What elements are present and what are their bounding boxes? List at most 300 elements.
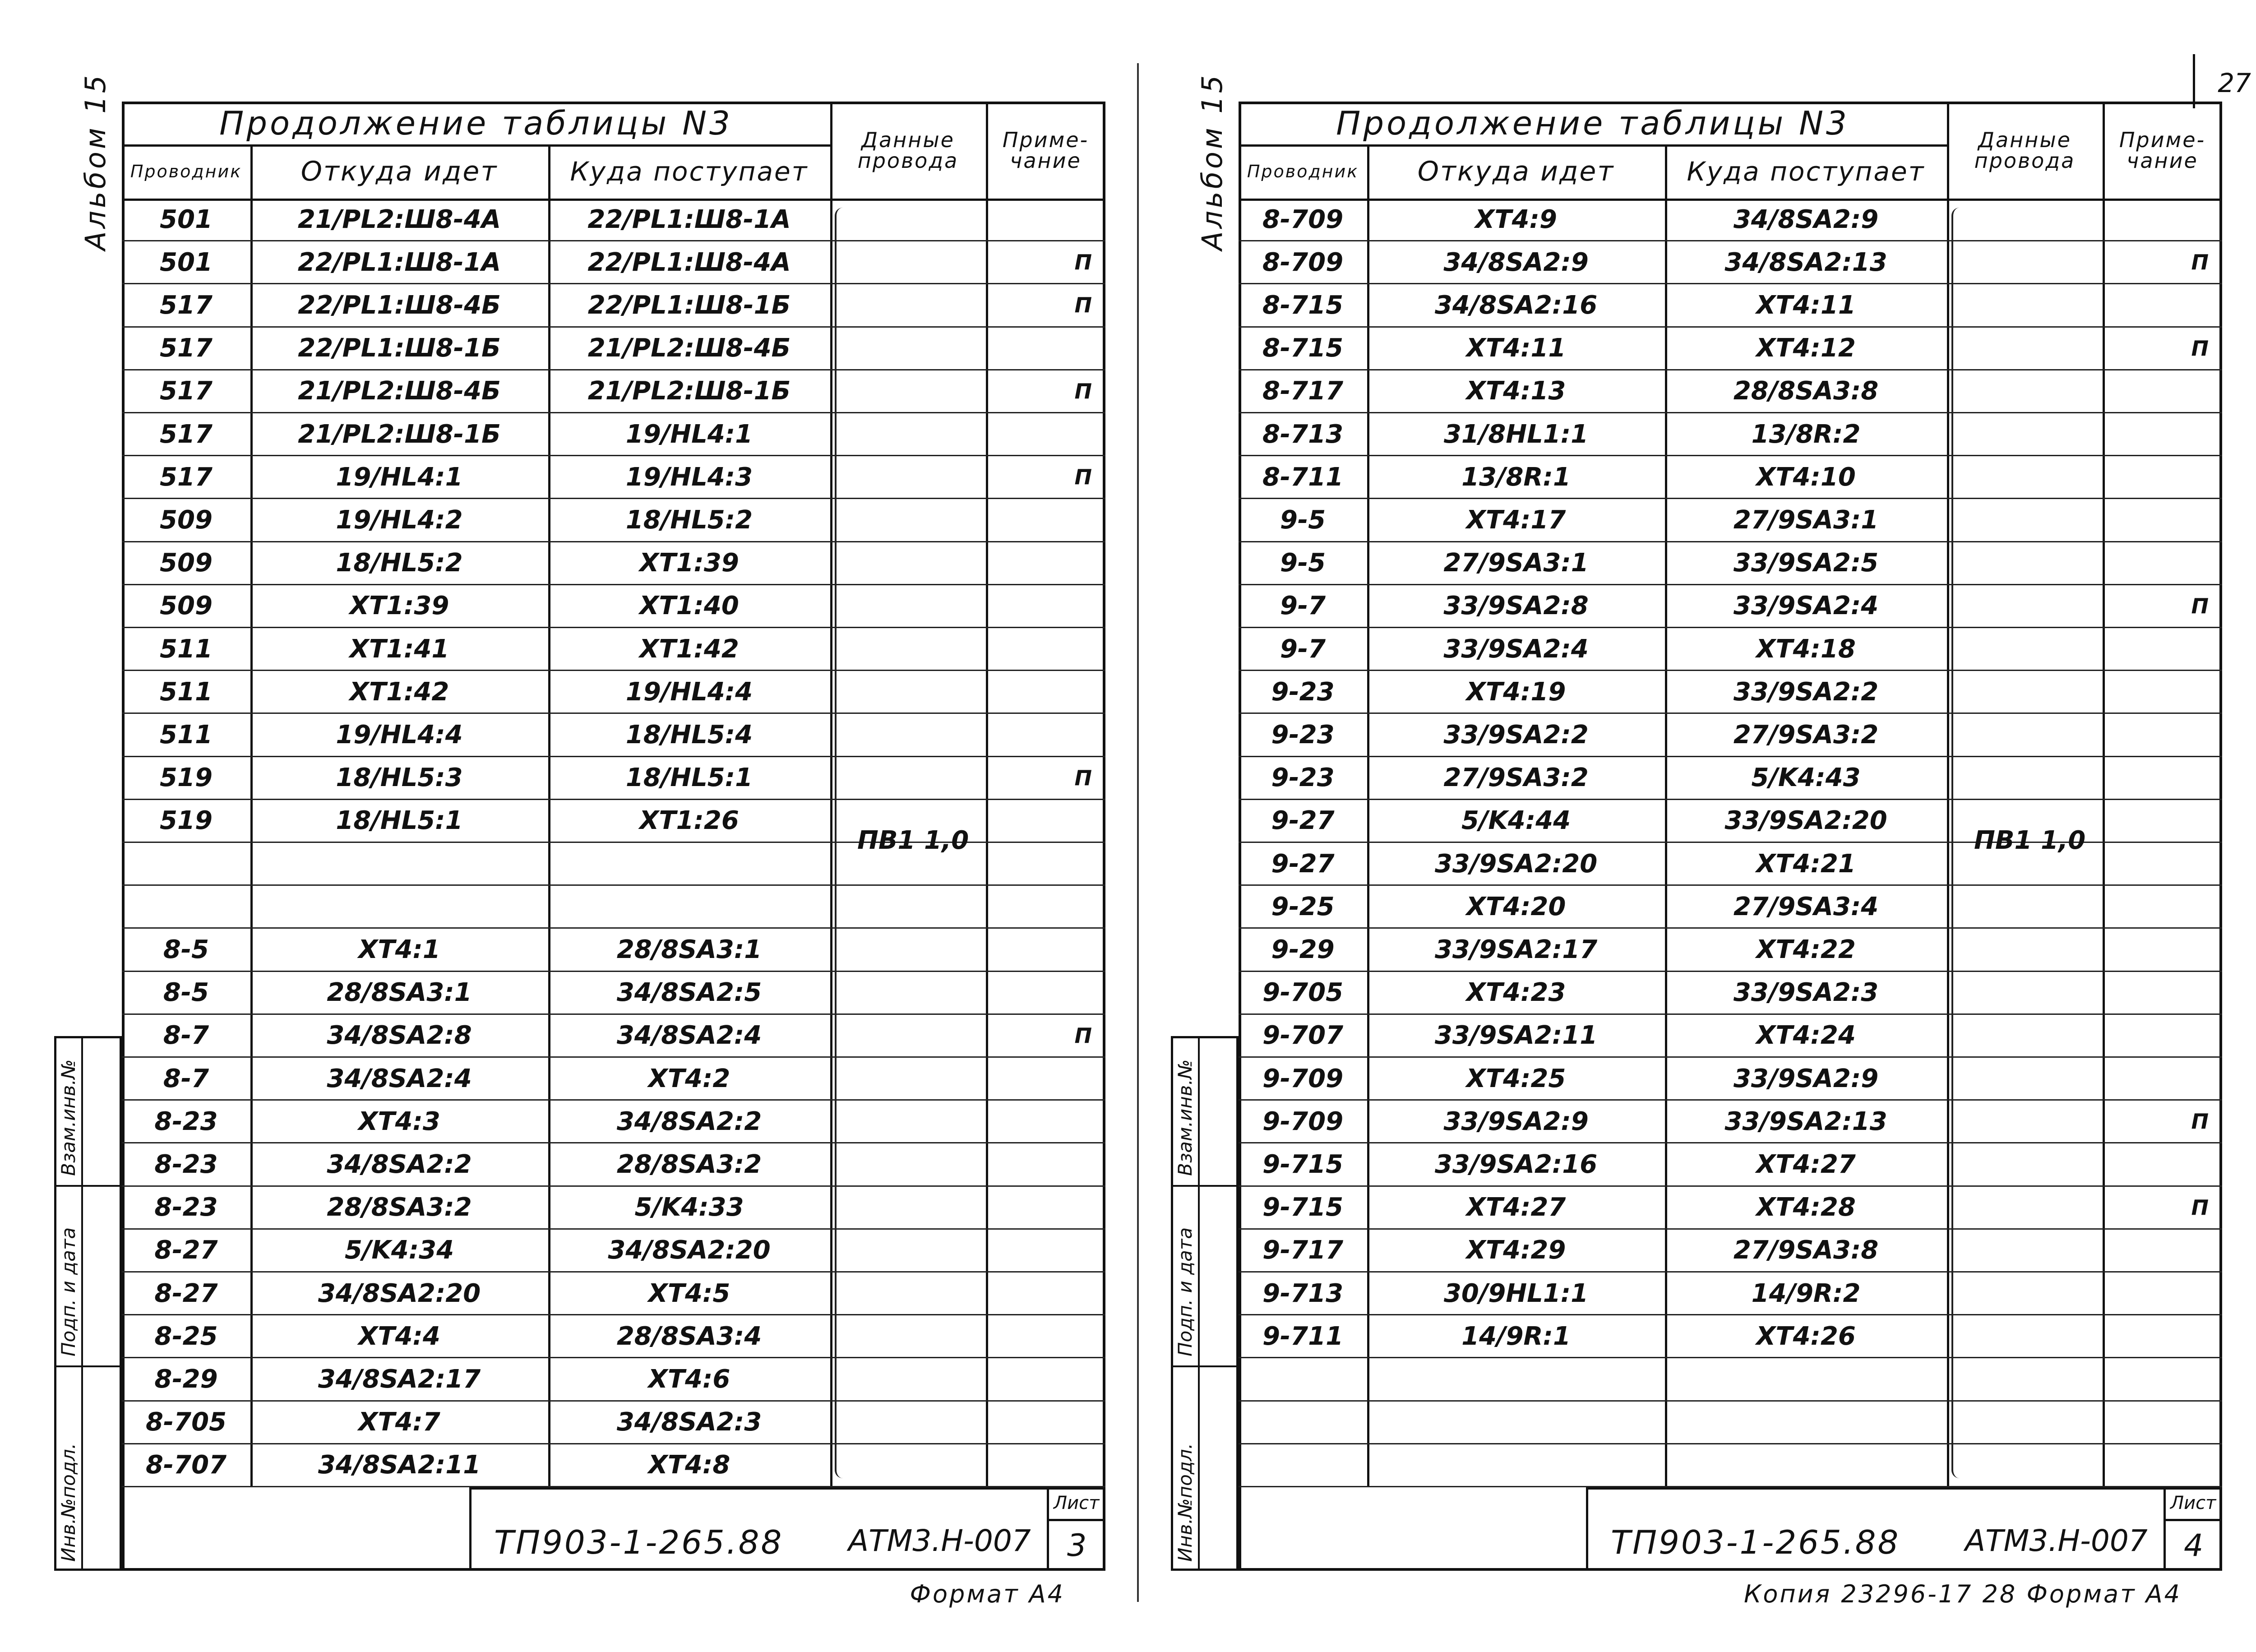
to-cell: 34/8SA2:13 (1724, 247, 1887, 277)
side-sign-date: Подп. и дата (1174, 1227, 1196, 1356)
to-cell (548, 843, 830, 884)
from-cell: 19/HL4:1 (336, 462, 463, 492)
document-number: ТП903-1-265.88 (494, 1523, 784, 1561)
conductor-cell: 517 (160, 462, 213, 492)
conductor-cell: 8-709 (1262, 204, 1344, 234)
side-stamp-rule (1198, 1036, 1200, 1571)
from-cell: XT4:27 (1466, 1193, 1566, 1222)
note-cell (986, 671, 1105, 713)
from-cell: 19/HL4:2 (336, 505, 463, 535)
from-cell: XT4:4 (358, 1321, 440, 1351)
conductor-cell: 8-7 (163, 1064, 209, 1093)
wire-data-header: Данные провода (1974, 127, 2076, 173)
from-cell: 22/PL1:Ш8-1А (297, 247, 501, 277)
from-cell: XT4:29 (1466, 1236, 1566, 1265)
conductor-cell: 8-711 (1262, 462, 1344, 492)
conductor-cell: 8-29 (154, 1364, 218, 1394)
to-cell: XT4:28 (1756, 1193, 1856, 1222)
from-cell: 34/8SA2:4 (327, 1064, 472, 1093)
to-cell (548, 886, 830, 927)
conductor-cell: 9-709 (1262, 1106, 1344, 1136)
to-cell: XT4:24 (1756, 1021, 1856, 1050)
table-row (122, 757, 1105, 800)
to-cell: 34/8SA2:5 (616, 978, 762, 1008)
note-cell (986, 1358, 1105, 1400)
note-cell (2103, 671, 2222, 713)
to-cell (1665, 1402, 1947, 1443)
table-row (1239, 542, 2222, 585)
note-cell (2103, 757, 2222, 799)
note-cell (986, 1315, 1105, 1357)
from-cell: XT4:19 (1466, 677, 1566, 707)
page-footer: Копия 23296-17 28 Формат А4 (1744, 1580, 2182, 1608)
from-cell: 33/9SA2:20 (1434, 849, 1598, 879)
conductor-cell: 509 (160, 548, 213, 578)
conductor-cell: 517 (160, 419, 213, 449)
conductor-cell: 9-717 (1262, 1236, 1344, 1265)
note-cell: П (1074, 250, 1092, 275)
from-cell: XT4:11 (1466, 333, 1566, 363)
stamp-sheet-divider (1047, 1487, 1049, 1571)
document-number: ТП903-1-265.88 (1611, 1523, 1900, 1561)
to-cell: 19/HL4:4 (625, 677, 753, 707)
document-code: АТМ3.Н-007 (848, 1523, 1031, 1558)
note-cell: П (2191, 1109, 2209, 1134)
table-row (122, 241, 1105, 284)
to-cell: 33/9SA2:4 (1733, 591, 1879, 621)
center-divider (1137, 63, 1139, 1602)
table-row (122, 1273, 1105, 1315)
left-page (57, 72, 1105, 1608)
note-cell: П (2191, 1195, 2209, 1220)
wire-spec: ПВ1 1,0 (857, 826, 969, 856)
from-cell: XT4:1 (358, 935, 440, 964)
table-row (1239, 1273, 2222, 1315)
conductor-cell: 9-23 (1271, 763, 1335, 793)
note-cell (2103, 972, 2222, 1013)
note-cell (2103, 1358, 2222, 1400)
to-cell: XT4:22 (1756, 935, 1856, 964)
to-cell: 33/9SA2:5 (1733, 548, 1879, 578)
note-cell (2103, 800, 2222, 842)
note-cell (986, 1402, 1105, 1443)
stamp-divider (1586, 1487, 1588, 1571)
conductor-cell: 509 (160, 591, 213, 621)
from-cell (1367, 1358, 1665, 1400)
sheet-number-cell: 4 (2184, 1528, 2204, 1564)
to-cell: 33/9SA2:3 (1733, 978, 1879, 1008)
to-cell: 33/9SA2:13 (1724, 1106, 1887, 1136)
from-cell: 5/K4:34 (344, 1236, 454, 1265)
conductor-cell: 9-713 (1262, 1278, 1344, 1308)
to-cell: XT4:8 (648, 1450, 730, 1480)
table-row (122, 1315, 1105, 1358)
note-cell (986, 542, 1105, 584)
table-row (122, 972, 1105, 1015)
wire-spec-brace (1951, 208, 1961, 1478)
table-row (1239, 757, 2222, 800)
to-cell: XT4:21 (1756, 849, 1856, 879)
table-row (1239, 628, 2222, 671)
table-row (1239, 1143, 2222, 1186)
to-cell: 5/K4:33 (634, 1193, 744, 1222)
conductor-cell: 9-25 (1271, 892, 1335, 921)
table-row (1239, 1402, 2222, 1444)
conductor-cell (1239, 1358, 1367, 1400)
from-cell: 34/8SA2:9 (1443, 247, 1589, 277)
note-cell (986, 1143, 1105, 1185)
page-footer: Формат А4 (910, 1580, 1065, 1608)
conductor-cell: 8-5 (163, 978, 209, 1008)
to-cell (1665, 1358, 1947, 1400)
to-cell: 34/8SA2:4 (616, 1021, 762, 1050)
conductor-cell: 517 (160, 376, 213, 406)
from-cell: XT4:9 (1475, 204, 1557, 234)
conductor-cell: 8-5 (163, 935, 209, 964)
stamp-divider (469, 1487, 472, 1571)
conductor-cell (122, 886, 250, 927)
from-cell: 34/8SA2:16 (1434, 290, 1598, 320)
to-cell: 34/8SA2:9 (1733, 204, 1879, 234)
from-cell: 31/8HL1:1 (1443, 419, 1589, 449)
from-cell: 34/8SA2:8 (327, 1021, 472, 1050)
table-row (1239, 284, 2222, 327)
note-cell (986, 1058, 1105, 1099)
conductor-header: Проводник (1247, 162, 1359, 181)
table-row (1239, 1315, 2222, 1358)
conductor-cell: 8-7 (163, 1021, 209, 1050)
side-stamp-divider (54, 1036, 122, 1038)
to-cell: 27/9SA3:8 (1733, 1236, 1879, 1265)
table-row (122, 1143, 1105, 1186)
note-cell (986, 929, 1105, 970)
side-stamp-divider (54, 1365, 122, 1367)
table-row (1239, 370, 2222, 413)
side-inv-zam: Взам.инв.№ (1174, 1059, 1196, 1176)
note-cell (986, 800, 1105, 842)
table-row (122, 456, 1105, 499)
conductor-cell: 519 (160, 806, 213, 836)
to-cell: 18/HL5:1 (625, 763, 753, 793)
note-cell (2103, 1444, 2222, 1486)
to-cell: XT4:11 (1756, 290, 1856, 320)
note-cell (2103, 1015, 2222, 1056)
conductor-cell: 8-25 (154, 1321, 218, 1351)
to-cell: XT1:26 (639, 806, 739, 836)
to-cell: 34/8SA2:20 (608, 1236, 771, 1265)
conductor-cell: 9-715 (1262, 1149, 1344, 1179)
document-code: АТМ3.Н-007 (1965, 1523, 2148, 1558)
table-row (1239, 413, 2222, 456)
note-cell (2103, 843, 2222, 884)
to-cell: 27/9SA3:4 (1733, 892, 1879, 921)
note-header: Приме- чание (2119, 127, 2206, 173)
table-row (1239, 456, 2222, 499)
conductor-cell: 8-23 (154, 1106, 218, 1136)
to-cell: 19/HL4:1 (625, 419, 753, 449)
note-cell (2103, 499, 2222, 541)
table-row (122, 370, 1105, 413)
note-cell (986, 1187, 1105, 1228)
note-cell (2103, 1273, 2222, 1314)
stamp-sheet-rule (2164, 1519, 2222, 1521)
to-header: Куда поступает (570, 156, 809, 187)
album-label: Альбом 15 (1196, 72, 1229, 250)
conductor-cell: 8-715 (1262, 333, 1344, 363)
conductor-cell: 8-23 (154, 1149, 218, 1179)
conductor-cell (122, 843, 250, 884)
table-row (122, 1058, 1105, 1101)
note-cell (2103, 886, 2222, 927)
from-cell: 33/9SA2:16 (1434, 1149, 1598, 1179)
side-stamp-divider (1171, 1185, 1239, 1187)
to-header: Куда поступает (1687, 156, 1925, 187)
conductor-cell: 517 (160, 290, 213, 320)
to-cell: XT4:6 (648, 1364, 730, 1394)
from-cell: 14/9R:1 (1461, 1321, 1571, 1351)
from-cell: XT4:13 (1466, 376, 1566, 406)
conductor-cell: 8-715 (1262, 290, 1344, 320)
to-cell: 28/8SA3:1 (616, 935, 762, 964)
to-cell: XT4:5 (648, 1278, 730, 1308)
sheet-number: 27 (2218, 68, 2251, 98)
from-cell: 19/HL4:4 (336, 720, 463, 750)
to-cell: 21/PL2:Ш8-4Б (587, 333, 791, 363)
conductor-cell: 8-713 (1262, 419, 1344, 449)
from-cell: 34/8SA2:17 (318, 1364, 481, 1394)
table-row (1239, 1058, 2222, 1101)
side-sign-date: Подп. и дата (57, 1227, 79, 1356)
to-cell: 14/9R:2 (1751, 1278, 1861, 1308)
to-cell: 33/9SA2:2 (1733, 677, 1879, 707)
note-cell (986, 972, 1105, 1013)
note-cell (2103, 1143, 2222, 1185)
side-stamp-divider (1171, 1036, 1239, 1038)
wire-data-header: Данные провода (857, 127, 959, 173)
note-cell (2103, 1230, 2222, 1271)
conductor-cell: 9-707 (1262, 1021, 1344, 1050)
conductor-cell: 9-715 (1262, 1193, 1344, 1222)
note-cell: П (1074, 293, 1092, 318)
table-title: Продолжение таблицы N3 (1336, 104, 1849, 142)
from-cell: 21/PL2:Ш8-4А (297, 204, 501, 234)
to-cell: 33/9SA2:20 (1724, 806, 1887, 836)
note-cell: П (1074, 379, 1092, 403)
from-cell: 22/PL1:Ш8-1Б (298, 333, 501, 363)
from-cell: 33/9SA2:17 (1434, 935, 1598, 964)
to-cell: 22/PL1:Ш8-1А (587, 204, 791, 234)
table-row (1239, 1101, 2222, 1143)
to-cell: 19/HL4:3 (625, 462, 753, 492)
conductor-cell: 511 (160, 677, 213, 707)
to-cell: 34/8SA2:3 (616, 1407, 762, 1437)
from-cell (1367, 1402, 1665, 1443)
from-cell: XT4:3 (358, 1106, 440, 1136)
note-cell (2103, 199, 2222, 240)
note-cell (986, 1444, 1105, 1486)
from-cell: XT4:17 (1466, 505, 1566, 535)
to-cell: 28/8SA3:8 (1733, 376, 1879, 406)
to-cell: XT1:40 (639, 591, 739, 621)
conductor-cell: 8-23 (154, 1193, 218, 1222)
conductor-cell: 517 (160, 333, 213, 363)
table-row (122, 1230, 1105, 1273)
conductor-cell: 8-717 (1262, 376, 1344, 406)
conductor-cell: 9-27 (1271, 806, 1335, 836)
table-row (1239, 886, 2222, 929)
note-cell (2103, 1058, 2222, 1099)
right-page (1174, 72, 2222, 1608)
conductor-header: Проводник (130, 162, 242, 181)
from-cell: XT4:25 (1466, 1064, 1566, 1093)
note-cell (2103, 370, 2222, 412)
from-cell: 33/9SA2:4 (1443, 634, 1589, 664)
note-cell (2103, 714, 2222, 755)
from-cell: 33/9SA2:8 (1443, 591, 1589, 621)
table-row (122, 585, 1105, 628)
table-row (1239, 972, 2222, 1015)
to-cell: 5/K4:43 (1751, 763, 1861, 793)
from-cell: 34/8SA2:20 (318, 1278, 481, 1308)
conductor-cell: 501 (160, 247, 213, 277)
to-cell: 34/8SA2:2 (616, 1106, 762, 1136)
to-cell: XT1:42 (639, 634, 739, 664)
side-stamp-rule (81, 1036, 83, 1571)
conductor-cell: 511 (160, 720, 213, 750)
from-cell: 34/8SA2:2 (327, 1149, 472, 1179)
table-row (122, 328, 1105, 370)
conductor-cell: 509 (160, 505, 213, 535)
table-row (1239, 929, 2222, 972)
note-cell (2103, 542, 2222, 584)
note-cell (986, 843, 1105, 884)
note-cell (986, 1230, 1105, 1271)
conductor-cell: 8-707 (145, 1450, 227, 1480)
sheet-number-corner (2193, 54, 2195, 108)
conductor-cell: 8-27 (154, 1278, 218, 1308)
conductor-cell: 9-709 (1262, 1064, 1344, 1093)
from-cell: 27/9SA3:2 (1443, 763, 1589, 793)
conductor-cell: 8-27 (154, 1236, 218, 1265)
side-inv-orig: Инв.№подл. (1174, 1443, 1196, 1562)
from-cell (250, 843, 548, 884)
from-cell: XT1:41 (349, 634, 449, 664)
from-cell: 27/9SA3:1 (1443, 548, 1589, 578)
conductor-cell: 9-705 (1262, 978, 1344, 1008)
table-row (1239, 1444, 2222, 1487)
from-cell: 18/HL5:1 (336, 806, 463, 836)
conductor-cell: 9-5 (1280, 505, 1326, 535)
to-cell: 33/9SA2:9 (1733, 1064, 1879, 1093)
from-cell: XT1:39 (349, 591, 449, 621)
note-cell (986, 1101, 1105, 1142)
conductor-cell: 9-5 (1280, 548, 1326, 578)
table-row (122, 1444, 1105, 1487)
from-cell: XT1:42 (349, 677, 449, 707)
table-row (122, 199, 1105, 241)
to-cell (1665, 1444, 1947, 1486)
note-header: Приме- чание (1002, 127, 1089, 173)
note-cell (2103, 413, 2222, 455)
to-cell: XT4:26 (1756, 1321, 1856, 1351)
note-cell: П (2191, 336, 2209, 361)
to-cell: 13/8R:2 (1751, 419, 1861, 449)
side-stamp-divider (54, 1185, 122, 1187)
note-cell (986, 499, 1105, 541)
note-cell: П (2191, 593, 2209, 618)
album-label: Альбом 15 (79, 72, 112, 250)
table-row (122, 886, 1105, 929)
note-cell (986, 628, 1105, 670)
note-cell (986, 328, 1105, 369)
conductor-cell: 9-27 (1271, 849, 1335, 879)
from-cell: 21/PL2:Ш8-1Б (298, 419, 501, 449)
from-cell: 30/9HL1:1 (1443, 1278, 1589, 1308)
note-cell: П (1074, 465, 1092, 490)
from-cell: 33/9SA2:2 (1443, 720, 1589, 750)
table-row (1239, 199, 2222, 241)
from-cell: 5/K4:44 (1461, 806, 1571, 836)
from-cell: 22/PL1:Ш8-4Б (298, 290, 501, 320)
table-row (122, 714, 1105, 757)
conductor-cell: 519 (160, 763, 213, 793)
from-cell (1367, 1444, 1665, 1486)
note-cell (2103, 1315, 2222, 1357)
to-cell: 27/9SA3:1 (1733, 505, 1879, 535)
note-cell (986, 886, 1105, 927)
to-cell: XT1:39 (639, 548, 739, 578)
stamp-sheet-rule (1047, 1519, 1105, 1521)
to-cell: 18/HL5:4 (625, 720, 753, 750)
to-cell: 22/PL1:Ш8-1Б (587, 290, 791, 320)
to-cell: XT4:2 (648, 1064, 730, 1093)
table-row (1239, 714, 2222, 757)
conductor-cell: 501 (160, 204, 213, 234)
sheet-number-cell: 3 (1067, 1528, 1087, 1564)
from-cell: 33/9SA2:9 (1443, 1106, 1589, 1136)
table-row (122, 929, 1105, 972)
table-row (122, 1101, 1105, 1143)
from-cell: XT4:20 (1466, 892, 1566, 921)
table-row (1239, 328, 2222, 370)
side-inv-zam: Взам.инв.№ (57, 1059, 79, 1176)
conductor-cell: 9-23 (1271, 677, 1335, 707)
note-cell (986, 1273, 1105, 1314)
to-cell: XT4:10 (1756, 462, 1856, 492)
wire-spec-brace (835, 208, 845, 1478)
note-cell (986, 585, 1105, 627)
from-cell: 18/HL5:2 (336, 548, 463, 578)
to-cell: 21/PL2:Ш8-1Б (587, 376, 791, 406)
note-cell (986, 199, 1105, 240)
to-cell: XT4:27 (1756, 1149, 1856, 1179)
note-cell: П (2191, 250, 2209, 275)
conductor-cell: 8-709 (1262, 247, 1344, 277)
table-row (1239, 671, 2222, 714)
note-cell (986, 714, 1105, 755)
conductor-cell: 9-29 (1271, 935, 1335, 964)
note-cell (2103, 628, 2222, 670)
from-cell: 34/8SA2:11 (318, 1450, 481, 1480)
to-cell: 28/8SA3:4 (616, 1321, 762, 1351)
to-cell: 27/9SA3:2 (1733, 720, 1879, 750)
stamp-rule (1586, 1487, 2222, 1490)
table-row (122, 1187, 1105, 1230)
table-row (122, 1402, 1105, 1444)
wire-spec: ПВ1 1,0 (1974, 826, 2086, 856)
note-cell: П (1074, 1023, 1092, 1048)
table-row (122, 284, 1105, 327)
